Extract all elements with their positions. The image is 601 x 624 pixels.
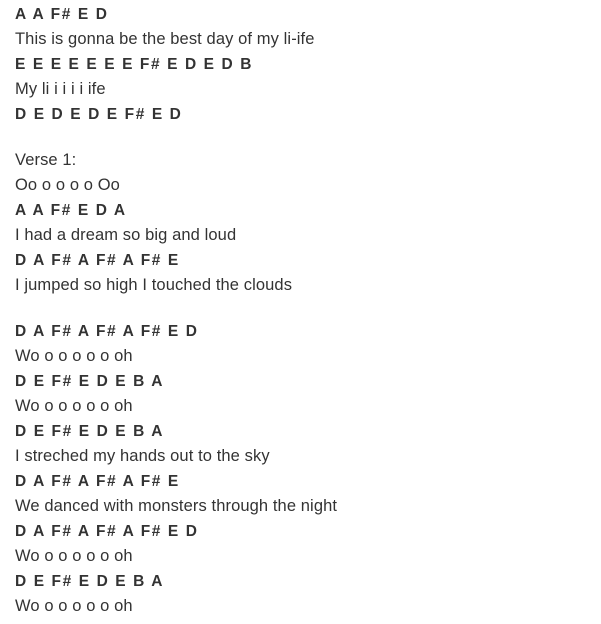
chord-line: D E F# E D E B A — [15, 423, 165, 440]
lyric-line: Oo o o o o Oo — [15, 176, 120, 194]
chord-line: D E F# E D E B A — [15, 373, 165, 390]
blank-line — [15, 127, 595, 148]
lyric-line: Wo o o o o o oh — [15, 597, 133, 615]
lyric-line: We danced with monsters through the night — [15, 497, 338, 515]
lyric-line: I streched my hands out to the sky — [15, 447, 270, 465]
chord-line: D E F# E D E B A — [15, 573, 165, 590]
lyric-line: Wo o o o o o oh — [15, 547, 133, 565]
lyric-line: This is gonna be the best day of my li-ife — [15, 30, 315, 48]
chord-line: D A F# A F# A F# E — [15, 252, 180, 269]
blank-line — [15, 298, 595, 319]
lyric-line: Verse 1: — [15, 151, 77, 169]
chord-line: D E D E D E F# E D — [15, 106, 183, 123]
chord-line: E E E E E E E F# E D E D B — [15, 56, 253, 73]
lyric-line: Wo o o o o o oh — [15, 397, 133, 415]
song-sheet — [15, 2, 595, 619]
chord-line: A A F# E D — [15, 6, 109, 23]
chord-line: D A F# A F# A F# E — [15, 473, 180, 490]
lyric-line: I had a dream so big and loud — [15, 226, 237, 244]
lyric-line: Wo o o o o o oh — [15, 347, 133, 365]
chord-line: D A F# A F# A F# E D — [15, 323, 199, 340]
lyric-line: I jumped so high I touched the clouds — [15, 276, 293, 294]
chord-line: D A F# A F# A F# E D — [15, 523, 199, 540]
chord-line: A A F# E D A — [15, 202, 127, 219]
lyric-line: My li i i i i ife — [15, 80, 106, 98]
